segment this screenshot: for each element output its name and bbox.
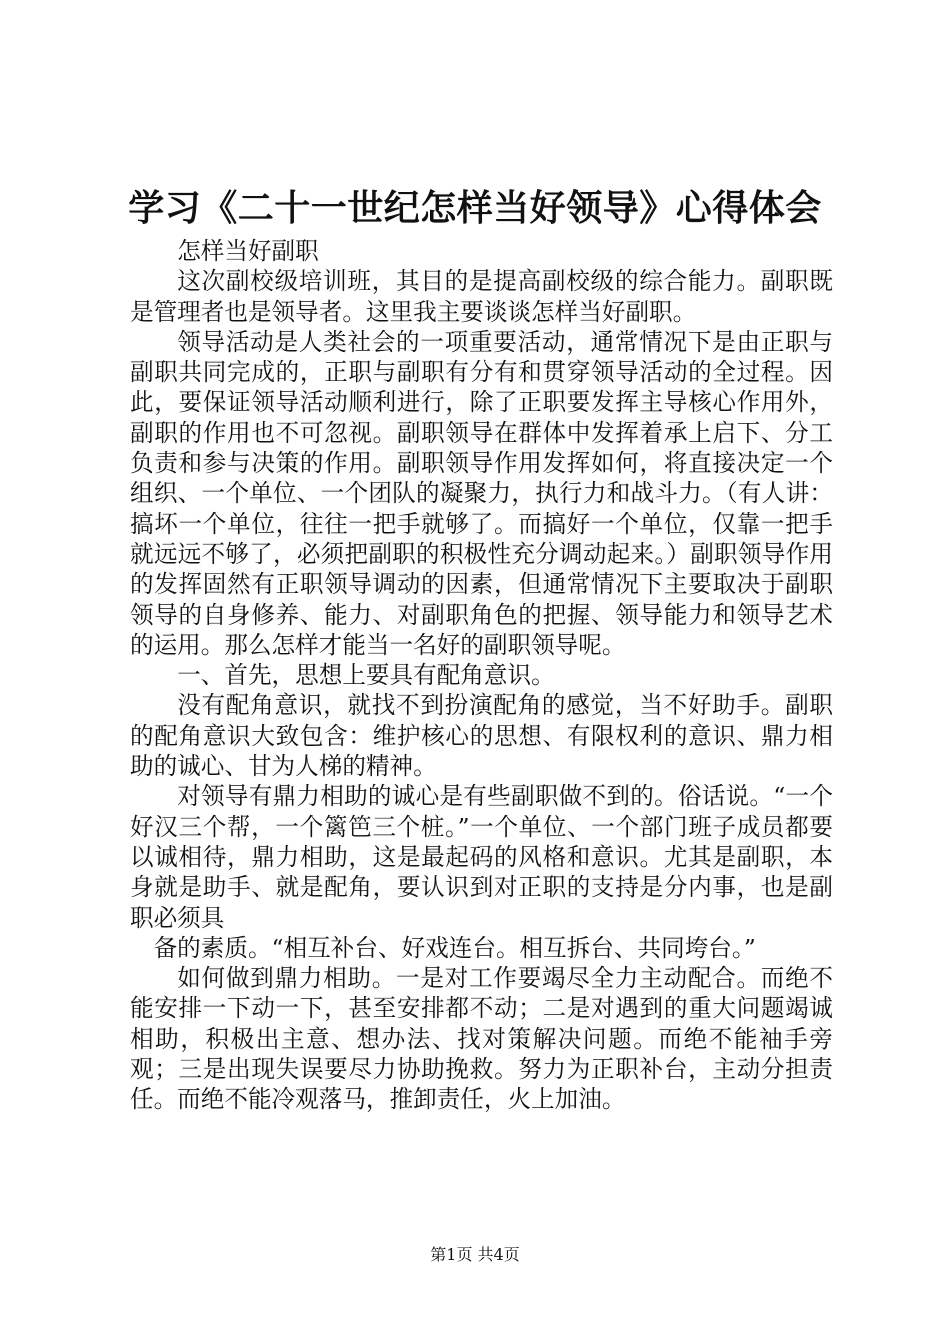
page-footer: 第1页 共4页: [430, 1245, 520, 1264]
paragraph: 领导活动是人类社会的一项重要活动，通常情况下是由正职与副职共同完成的，正职与副职有分有和贯穿领导活动的全过程。因此，要保证领导活动顺利进行，除了正职要发挥主导核心作用外，副职的作用也不可忽视。副职领导在群体中发挥着承上启下、分工负责和参与决策的作用。副职领导作用发挥如何，将直接决定一个组织、一个单位、一个团队的凝聚力，执行力和战斗力。（有人讲：搞坏一个单位，往往一把手就够了。而搞好一个单位，仅靠一把手就远远不够了，必须把副职的积极性充分调动起来。）副职领导作用的发挥固然有正职领导调动的因素，但通常情况下主要取决于副职领导的自身修养、能力、对副职角色的把握、领导能力和领导艺术的运用。那么怎样才能当一名好的副职领导呢。: [130, 327, 833, 659]
paragraph-subtitle: 怎样当好副职: [177, 237, 319, 265]
document-title: 学习《二十一世纪怎样当好领导》心得体会: [128, 187, 822, 229]
paragraph: 这次副校级培训班，其目的是提高副校级的综合能力。副职既是管理者也是领导者。这里我主要谈谈怎样当好副职。: [130, 267, 833, 326]
paragraph: 没有配角意识，就找不到扮演配角的感觉，当不好助手。副职的配角意识大致包含：维护核心的思想、有限权利的意识、鼎力相助的诚心、甘为人梯的精神。: [130, 691, 833, 781]
paragraph: 对领导有鼎力相助的诚心是有些副职做不到的。俗话说。“一个好汉三个帮，一个篱笆三个桩。”一个单位、一个部门班子成员都要以诚相待，鼎力相助，这是最起码的风格和意识。尤其是副职，本身就是助手、就是配角，要认识到对正职的支持是分内事，也是副职必须具: [130, 782, 833, 932]
paragraph-heading: 一、首先，思想上要具有配角意识。: [177, 661, 555, 690]
paragraph: 如何做到鼎力相助。一是对工作要竭尽全力主动配合。而绝不能安排一下动一下，甚至安排都不动；二是对遇到的重大问题竭诚相助，积极出主意、想办法、找对策解决问题。而绝不能袖手旁观；三是出现失误要尽力协助挽救。努力为正职补台，主动分担责任。而绝不能冷观落马，推卸责任，火上加油。: [130, 964, 833, 1114]
document-body: [130, 236, 833, 1115]
paragraph-continuation: 备的素质。“相互补台、好戏连台。相互拆台、共同垮台。”: [153, 933, 756, 962]
